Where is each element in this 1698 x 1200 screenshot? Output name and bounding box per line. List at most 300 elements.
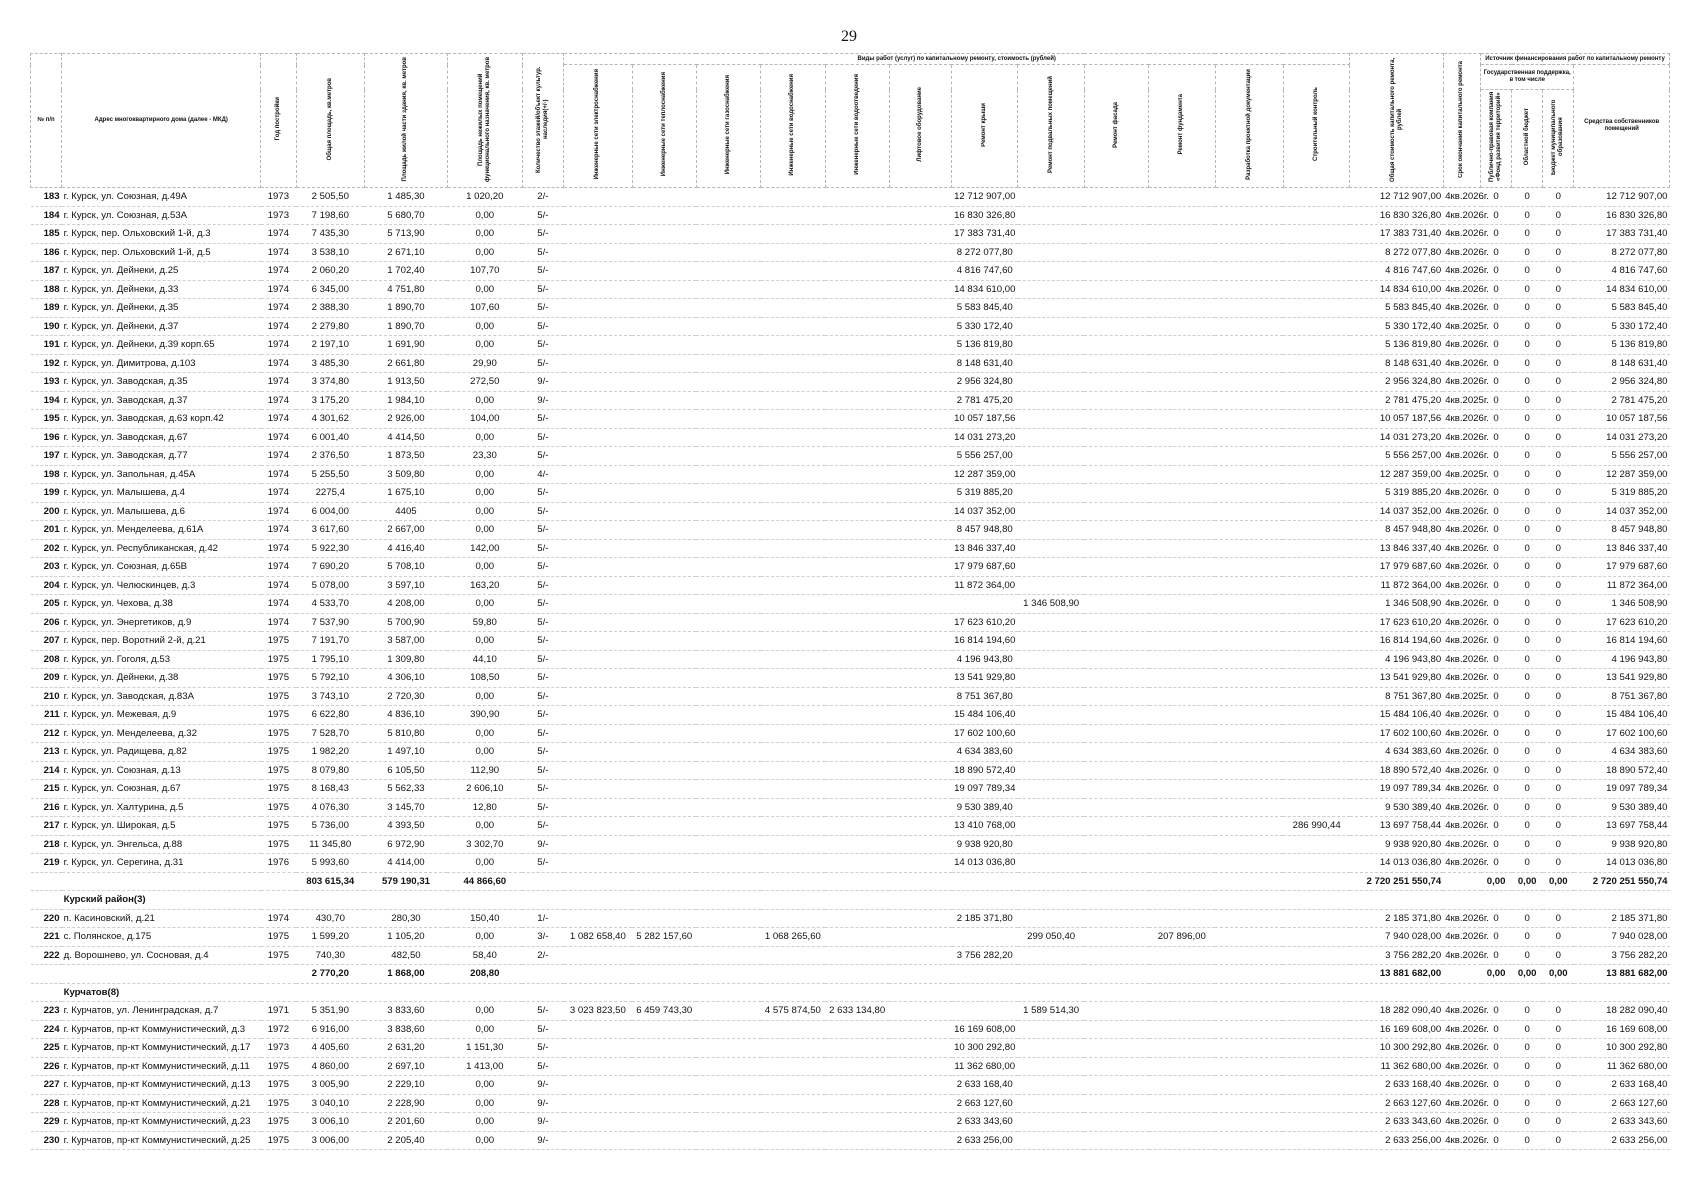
cell-deadline: 4кв.2026г. <box>1443 798 1480 817</box>
cell-water <box>761 817 825 836</box>
cell-living: 1 691,90 <box>364 336 447 355</box>
col-total-cost: Общая стоимость капитального ремонта, рублей <box>1350 54 1443 188</box>
cell-gas <box>696 1002 760 1021</box>
subtotal-nonliving: 208,80 <box>447 965 522 984</box>
cell-area: 7 537,90 <box>296 613 364 632</box>
cell-found <box>1149 909 1215 928</box>
cell-roof: 16 814 194,60 <box>952 632 1018 651</box>
cell-el <box>564 1131 632 1150</box>
empty-cell <box>1084 965 1148 984</box>
section-title: Курчатов(8) <box>62 983 1670 1002</box>
subtotal-total: 13 881 682,00 <box>1350 965 1443 984</box>
cell-facade <box>1084 558 1148 577</box>
cell-design <box>1215 632 1283 651</box>
cell-base <box>1018 1131 1084 1150</box>
cell-area: 7 191,70 <box>296 632 364 651</box>
cell-deadline: 4кв.2026г. <box>1443 188 1480 207</box>
cell-design <box>1215 428 1283 447</box>
cell-mun: 0 <box>1543 724 1574 743</box>
cell-deadline: 4кв.2026г. <box>1443 280 1480 299</box>
cell-year: 1974 <box>261 428 296 447</box>
cell-year: 1974 <box>261 576 296 595</box>
cell-control <box>1283 206 1349 225</box>
cell-mun: 0 <box>1543 650 1574 669</box>
table-row <box>31 1076 1670 1095</box>
cell-control <box>1283 854 1349 873</box>
cell-roof: 11 872 364,00 <box>952 576 1018 595</box>
cell-living: 4 751,80 <box>364 280 447 299</box>
cell-floors: 5/- <box>522 521 563 540</box>
cell-year: 1976 <box>261 854 296 873</box>
cell-fund: 0 <box>1481 669 1512 688</box>
cell-drain <box>825 1057 889 1076</box>
cell-control <box>1283 539 1349 558</box>
cell-gas <box>696 743 760 762</box>
cell-base <box>1018 1094 1084 1113</box>
cell-owners: 5 330 172,40 <box>1574 317 1670 336</box>
cell-n: 229 <box>31 1113 62 1132</box>
cell-found <box>1149 225 1215 244</box>
cell-drain <box>825 928 889 947</box>
cell-owners: 13 697 758,44 <box>1574 817 1670 836</box>
cell-el <box>564 595 632 614</box>
cell-design <box>1215 946 1283 965</box>
cell-mun: 0 <box>1543 743 1574 762</box>
cell-owners: 12 287 359,00 <box>1574 465 1670 484</box>
cell-nonliving: 0,00 <box>447 743 522 762</box>
cell-design <box>1215 909 1283 928</box>
cell-living: 5 713,90 <box>364 225 447 244</box>
cell-gas <box>696 817 760 836</box>
cell-roof: 3 756 282,20 <box>952 946 1018 965</box>
cell-base <box>1018 724 1084 743</box>
cell-design <box>1215 317 1283 336</box>
cell-region: 0 <box>1512 206 1543 225</box>
table-row <box>31 595 1670 614</box>
cell-fund: 0 <box>1481 317 1512 336</box>
cell-facade <box>1084 336 1148 355</box>
cell-facade <box>1084 373 1148 392</box>
cell-fund: 0 <box>1481 909 1512 928</box>
cell-roof: 17 979 687,60 <box>952 558 1018 577</box>
cell-total: 10 057 187,56 <box>1350 410 1443 429</box>
cell-living: 4 414,00 <box>364 854 447 873</box>
cell-drain <box>825 1094 889 1113</box>
cell-found <box>1149 280 1215 299</box>
cell-design <box>1215 558 1283 577</box>
cell-n: 218 <box>31 835 62 854</box>
cell-facade <box>1084 1002 1148 1021</box>
cell-base <box>1018 1020 1084 1039</box>
cell-total: 14 013 036,80 <box>1350 854 1443 873</box>
cell-n: 213 <box>31 743 62 762</box>
cell-region: 0 <box>1512 1057 1543 1076</box>
cell-heat <box>632 558 696 577</box>
works-group-header: Виды работ (услуг) по капитальному ремонту, стоимость (рублей) <box>564 54 1350 65</box>
cell-gas <box>696 928 760 947</box>
cell-addr: г. Курск, ул. Энгельса, д.88 <box>62 835 261 854</box>
cell-n: 212 <box>31 724 62 743</box>
col-foundation: Ремонт фундамента <box>1149 65 1215 188</box>
cell-region: 0 <box>1512 928 1543 947</box>
cell-control <box>1283 632 1349 651</box>
cell-owners: 18 890 572,40 <box>1574 761 1670 780</box>
cell-roof <box>952 595 1018 614</box>
cell-lift <box>889 354 951 373</box>
cell-floors: 5/- <box>522 484 563 503</box>
cell-lift <box>889 410 951 429</box>
cell-nonliving: 107,60 <box>447 299 522 318</box>
cell-gas <box>696 1094 760 1113</box>
cell-n: 210 <box>31 687 62 706</box>
cell-found <box>1149 299 1215 318</box>
cell-living: 3 597,10 <box>364 576 447 595</box>
cell-lift <box>889 780 951 799</box>
cell-total: 9 938 920,80 <box>1350 835 1443 854</box>
cell-area: 3 005,90 <box>296 1076 364 1095</box>
cell-drain <box>825 798 889 817</box>
cell-el <box>564 576 632 595</box>
cell-area: 2 060,20 <box>296 262 364 281</box>
cell-living: 4 836,10 <box>364 706 447 725</box>
cell-facade <box>1084 391 1148 410</box>
cell-region: 0 <box>1512 354 1543 373</box>
cell-living: 3 509,80 <box>364 465 447 484</box>
cell-gas <box>696 206 760 225</box>
cell-total: 5 136 819,80 <box>1350 336 1443 355</box>
cell-floors: 2/- <box>522 946 563 965</box>
cell-heat <box>632 373 696 392</box>
cell-base <box>1018 317 1084 336</box>
empty-cell <box>1215 872 1283 891</box>
cell-deadline: 4кв.2026г. <box>1443 1002 1480 1021</box>
cell-region: 0 <box>1512 391 1543 410</box>
cell-mun: 0 <box>1543 909 1574 928</box>
cell-roof: 5 583 845,40 <box>952 299 1018 318</box>
cell-roof: 4 816 747,60 <box>952 262 1018 281</box>
cell-roof: 14 037 352,00 <box>952 502 1018 521</box>
cell-owners: 16 169 608,00 <box>1574 1020 1670 1039</box>
cell-found <box>1149 632 1215 651</box>
table-row <box>31 798 1670 817</box>
cell-year: 1971 <box>261 1002 296 1021</box>
cell-mun: 0 <box>1543 206 1574 225</box>
cell-gas <box>696 576 760 595</box>
cell-water <box>761 761 825 780</box>
cell-floors: 5/- <box>522 428 563 447</box>
cell-drain <box>825 243 889 262</box>
cell-roof: 10 057 187,56 <box>952 410 1018 429</box>
cell-mun: 0 <box>1543 354 1574 373</box>
cell-found <box>1149 706 1215 725</box>
cell-year: 1973 <box>261 1039 296 1058</box>
cell-design <box>1215 613 1283 632</box>
cell-heat <box>632 632 696 651</box>
cell-lift <box>889 521 951 540</box>
cell-water <box>761 595 825 614</box>
cell-region: 0 <box>1512 1020 1543 1039</box>
cell-living: 1 105,20 <box>364 928 447 947</box>
cell-control <box>1283 484 1349 503</box>
cell-area: 7 690,20 <box>296 558 364 577</box>
table-row <box>31 669 1670 688</box>
cell-fund: 0 <box>1481 299 1512 318</box>
cell-el <box>564 354 632 373</box>
cell-region: 0 <box>1512 706 1543 725</box>
cell-year: 1975 <box>261 1113 296 1132</box>
empty-cell <box>261 872 296 891</box>
cell-owners: 10 057 187,56 <box>1574 410 1670 429</box>
cell-heat <box>632 1020 696 1039</box>
cell-deadline: 4кв.2026г. <box>1443 835 1480 854</box>
cell-base <box>1018 761 1084 780</box>
cell-total: 2 663 127,60 <box>1350 1094 1443 1113</box>
cell-heat <box>632 909 696 928</box>
cell-fund: 0 <box>1481 280 1512 299</box>
cell-total: 15 484 106,40 <box>1350 706 1443 725</box>
cell-mun: 0 <box>1543 1057 1574 1076</box>
cell-area: 2 376,50 <box>296 447 364 466</box>
cell-living: 3 838,60 <box>364 1020 447 1039</box>
cell-el <box>564 262 632 281</box>
cell-living: 482,50 <box>364 946 447 965</box>
cell-roof: 2 633 168,40 <box>952 1076 1018 1095</box>
cell-heat <box>632 613 696 632</box>
cell-control <box>1283 521 1349 540</box>
subtotal-nonliving: 44 866,60 <box>447 872 522 891</box>
cell-nonliving: 29,90 <box>447 354 522 373</box>
cell-drain <box>825 706 889 725</box>
cell-heat <box>632 447 696 466</box>
cell-nonliving: 0,00 <box>447 484 522 503</box>
cell-gas <box>696 558 760 577</box>
cell-nonliving: 58,40 <box>447 946 522 965</box>
cell-total: 5 556 257,00 <box>1350 447 1443 466</box>
cell-lift <box>889 188 951 207</box>
cell-region: 0 <box>1512 835 1543 854</box>
cell-floors: 3/- <box>522 928 563 947</box>
cell-owners: 5 319 885,20 <box>1574 484 1670 503</box>
cell-el <box>564 299 632 318</box>
cell-n: 205 <box>31 595 62 614</box>
cell-found <box>1149 465 1215 484</box>
section-row <box>31 983 1670 1002</box>
cell-floors: 9/- <box>522 1113 563 1132</box>
cell-area: 6 345,00 <box>296 280 364 299</box>
cell-facade <box>1084 502 1148 521</box>
cell-addr: г. Курск, ул. Димитрова, д.103 <box>62 354 261 373</box>
cell-design <box>1215 225 1283 244</box>
cell-gas <box>696 835 760 854</box>
cell-heat <box>632 391 696 410</box>
cell-nonliving: 0,00 <box>447 595 522 614</box>
cell-water <box>761 613 825 632</box>
cell-nonliving: 104,00 <box>447 410 522 429</box>
cell-water <box>761 724 825 743</box>
cell-gas <box>696 632 760 651</box>
section-row <box>31 891 1670 910</box>
cell-design <box>1215 299 1283 318</box>
cell-mun: 0 <box>1543 465 1574 484</box>
cell-facade <box>1084 928 1148 947</box>
cell-total: 2 781 475,20 <box>1350 391 1443 410</box>
cell-control <box>1283 1039 1349 1058</box>
empty-cell <box>952 965 1018 984</box>
empty-cell <box>1283 965 1349 984</box>
cell-control <box>1283 502 1349 521</box>
cell-el <box>564 761 632 780</box>
cell-facade <box>1084 595 1148 614</box>
cell-nonliving: 0,00 <box>447 336 522 355</box>
cell-drain <box>825 391 889 410</box>
cell-heat <box>632 206 696 225</box>
cell-living: 1 702,40 <box>364 262 447 281</box>
cell-addr: г. Курчатов, пр-кт Коммунистический, д.17 <box>62 1039 261 1058</box>
cell-area: 1 795,10 <box>296 650 364 669</box>
cell-total: 16 830 326,80 <box>1350 206 1443 225</box>
cell-roof: 13 410 768,00 <box>952 817 1018 836</box>
col-drain: Инженерные сети водоотведения <box>825 65 889 188</box>
cell-area: 4 405,60 <box>296 1039 364 1058</box>
cell-water <box>761 909 825 928</box>
cell-n: 196 <box>31 428 62 447</box>
cell-el <box>564 835 632 854</box>
cell-addr: г. Курск, ул. Заводская, д.37 <box>62 391 261 410</box>
cell-area: 3 175,20 <box>296 391 364 410</box>
cell-total: 12 712 907,00 <box>1350 188 1443 207</box>
cell-total: 7 940 028,00 <box>1350 928 1443 947</box>
cell-el <box>564 558 632 577</box>
cell-addr: г. Курск, ул. Менделеева, д.32 <box>62 724 261 743</box>
cell-area: 5 351,90 <box>296 1002 364 1021</box>
cell-year: 1975 <box>261 650 296 669</box>
cell-facade <box>1084 798 1148 817</box>
cell-living: 5 708,10 <box>364 558 447 577</box>
cell-el <box>564 706 632 725</box>
cell-n: 228 <box>31 1094 62 1113</box>
cell-living: 3 833,60 <box>364 1002 447 1021</box>
cell-mun: 0 <box>1543 373 1574 392</box>
cell-floors: 9/- <box>522 1094 563 1113</box>
cell-n: 198 <box>31 465 62 484</box>
table-row <box>31 761 1670 780</box>
cell-region: 0 <box>1512 854 1543 873</box>
cell-drain <box>825 761 889 780</box>
cell-living: 2 720,30 <box>364 687 447 706</box>
cell-living: 1 497,10 <box>364 743 447 762</box>
cell-lift <box>889 373 951 392</box>
cell-mun: 0 <box>1543 613 1574 632</box>
cell-nonliving: 0,00 <box>447 317 522 336</box>
cell-floors: 5/- <box>522 576 563 595</box>
cell-water <box>761 558 825 577</box>
cell-drain <box>825 909 889 928</box>
cell-control <box>1283 1131 1349 1150</box>
table-row <box>31 706 1670 725</box>
cell-base <box>1018 687 1084 706</box>
cell-living: 3 587,00 <box>364 632 447 651</box>
cell-deadline: 4кв.2026г. <box>1443 262 1480 281</box>
cell-deadline: 4кв.2026г. <box>1443 1039 1480 1058</box>
cell-total: 4 196 943,80 <box>1350 650 1443 669</box>
col-control: Строительный контроль <box>1283 65 1349 188</box>
cell-gas <box>696 724 760 743</box>
cell-drain <box>825 336 889 355</box>
cell-year: 1974 <box>261 410 296 429</box>
col-idx: № п/п <box>31 54 62 188</box>
table-row <box>31 946 1670 965</box>
cell-region: 0 <box>1512 817 1543 836</box>
cell-drain <box>825 854 889 873</box>
table-row <box>31 576 1670 595</box>
cell-drain <box>825 521 889 540</box>
cell-n: 227 <box>31 1076 62 1095</box>
cell-found: 207 896,00 <box>1149 928 1215 947</box>
cell-living: 3 145,70 <box>364 798 447 817</box>
cell-addr: г. Курск, ул. Заводская, д.83А <box>62 687 261 706</box>
cell-area: 5 078,00 <box>296 576 364 595</box>
cell-owners: 18 282 090,40 <box>1574 1002 1670 1021</box>
cell-base: 299 050,40 <box>1018 928 1084 947</box>
cell-floors: 5/- <box>522 539 563 558</box>
cell-water <box>761 188 825 207</box>
cell-floors: 5/- <box>522 724 563 743</box>
cell-floors: 5/- <box>522 743 563 762</box>
cell-total: 10 300 292,80 <box>1350 1039 1443 1058</box>
cell-year: 1974 <box>261 354 296 373</box>
cell-mun: 0 <box>1543 280 1574 299</box>
cell-heat <box>632 817 696 836</box>
cell-region: 0 <box>1512 502 1543 521</box>
cell-base <box>1018 280 1084 299</box>
empty-cell <box>1443 965 1480 984</box>
cell-mun: 0 <box>1543 595 1574 614</box>
cell-addr: п. Касиновский, д.21 <box>62 909 261 928</box>
cell-region: 0 <box>1512 262 1543 281</box>
cell-design <box>1215 280 1283 299</box>
cell-facade <box>1084 650 1148 669</box>
cell-water <box>761 946 825 965</box>
table-row <box>31 1039 1670 1058</box>
cell-el <box>564 410 632 429</box>
cell-gas <box>696 1076 760 1095</box>
cell-heat <box>632 243 696 262</box>
cell-facade <box>1084 1057 1148 1076</box>
cell-base <box>1018 576 1084 595</box>
table-row <box>31 428 1670 447</box>
cell-region: 0 <box>1512 632 1543 651</box>
cell-total: 1 346 508,90 <box>1350 595 1443 614</box>
cell-facade <box>1084 724 1148 743</box>
cell-control <box>1283 188 1349 207</box>
cell-region: 0 <box>1512 243 1543 262</box>
cell-drain <box>825 817 889 836</box>
cell-area: 3 538,10 <box>296 243 364 262</box>
cell-roof: 2 663 127,60 <box>952 1094 1018 1113</box>
cell-nonliving: 0,00 <box>447 206 522 225</box>
cell-facade <box>1084 817 1148 836</box>
table-row <box>31 817 1670 836</box>
cell-year: 1975 <box>261 687 296 706</box>
cell-owners: 5 136 819,80 <box>1574 336 1670 355</box>
cell-addr: г. Курск, ул. Союзная, д.13 <box>62 761 261 780</box>
table-row <box>31 1131 1670 1150</box>
cell-region: 0 <box>1512 317 1543 336</box>
cell-found <box>1149 317 1215 336</box>
cell-region: 0 <box>1512 225 1543 244</box>
cell-deadline: 4кв.2026г. <box>1443 354 1480 373</box>
cell-heat <box>632 428 696 447</box>
